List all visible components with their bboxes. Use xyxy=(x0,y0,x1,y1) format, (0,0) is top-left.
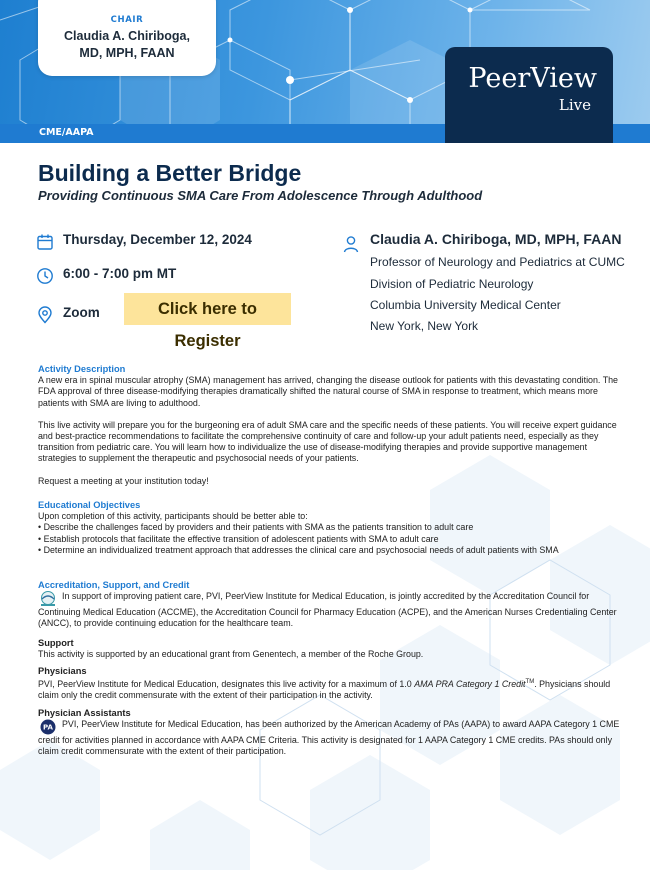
event-location: Zoom xyxy=(63,305,100,320)
accreditation-text: In support of improving patient care, PVI, PeerView Institute for Medical Education, is jointly accredited by the Accreditation Council for Continuing Medical Education (ACCME), the Accreditation Council for Pharmacy Education (ACPE), and the American Nurses Credentialing Center (ANCC), to provide continuing education for the healthcare team. xyxy=(38,591,617,629)
physicians-heading: Physicians xyxy=(38,666,87,677)
register-button[interactable]: Click here to Register xyxy=(124,293,291,325)
chair-card xyxy=(38,0,216,76)
activity-section xyxy=(38,364,620,487)
location-pin-icon xyxy=(36,306,54,324)
logo-sub-text: Live xyxy=(558,96,591,114)
clock-icon xyxy=(36,267,54,285)
objectives-heading: Educational Objectives xyxy=(38,500,141,510)
objective-item: • Establish protocols that facilitate the effective transition of adolescent patients with SMA to adult care xyxy=(38,533,439,544)
activity-heading: Activity Description xyxy=(38,364,126,374)
objective-item: • Describe the challenges faced by providers and their patients with SMA as the patients transition to adult care xyxy=(38,522,474,533)
chair-name-line2: MD, MPH, FAAN xyxy=(79,46,175,60)
faculty-line: Division of Pediatric Neurology xyxy=(370,277,534,291)
logo-main-text: PeerView xyxy=(468,63,597,94)
peerview-live-logo xyxy=(445,47,613,143)
activity-paragraph-2: This live activity will prepare you for the burgeoning era of adult SMA care and the specific needs of these patients. You will receive expert guidance and best-practice recommendations to facilitate the comprehensive continuity of care and follow-up your adult patients need, especially as they transition from pediatric care. You will learn how to individualize the use of disease-modifying therapies and provide supportive management strategies to supplement the therapeutic and psychosocial needs of your patients. xyxy=(38,419,617,464)
objectives-section xyxy=(38,500,620,556)
page-subtitle: Providing Continuous SMA Care From Adolescence Through Adulthood xyxy=(38,188,483,203)
faculty-name: Claudia A. Chiriboga, MD, MPH, FAAN xyxy=(370,231,622,247)
cme-label: CME/AAPA xyxy=(39,127,94,138)
calendar-icon xyxy=(36,233,54,251)
aapa-badge-text: PA xyxy=(43,723,53,732)
physicians-text-b: . Physicians should claim only the credit commensurate with the extent of their participation in the activity. xyxy=(38,679,611,701)
activity-cta-text: Request a meeting at your institution today! xyxy=(38,475,209,486)
physicians-text-a: PVI, PeerView Institute for Medical Education, designates this live activity for a maximum of 1.0 xyxy=(38,679,415,690)
accreditation-heading: Accreditation, Support, and Credit xyxy=(38,580,190,590)
chair-label: CHAIR xyxy=(110,15,144,25)
pa-text: PVI, PeerView Institute for Medical Education, has been authorized by the American Academy of PAs (AAPA) to award AAPA Category 1 CME credit for activities planned in accordance with AAPA CME Criteria. This activity is designated for 1 AAPA Category 1 CME credits. PAs should only claim credit commensurate with the extent of their participation. xyxy=(38,718,620,756)
faculty-line: Professor of Neurology and Pediatrics at CUMC xyxy=(370,255,625,269)
accreditation-section xyxy=(38,580,620,757)
faculty-line: Columbia University Medical Center xyxy=(370,298,561,312)
event-time: 6:00 - 7:00 pm MT xyxy=(63,266,177,281)
objective-item: • Determine an individualized treatment approach that addresses the clinical care and psychosocial needs of adult patients with SMA xyxy=(38,544,559,555)
event-date: Thursday, December 12, 2024 xyxy=(63,232,252,247)
accreditation-paragraph xyxy=(38,591,620,629)
faculty-line: New York, New York xyxy=(370,319,479,333)
page-title: Building a Better Bridge xyxy=(38,160,302,186)
objectives-intro: Upon completion of this activity, participants should be better able to: xyxy=(38,511,308,522)
activity-paragraph-1: A new era in spinal muscular atrophy (SMA) management has arrived, changing the disease outlook for patients with this devastating condition. The FDA approval of three disease-modifying therapies dramatically shifted the natural course of SMA in response to treatment, which means more patients with SMA are living to adulthood. xyxy=(38,375,618,408)
physicians-paragraph xyxy=(38,677,620,701)
joint-accreditation-badge-icon xyxy=(38,591,58,607)
chair-name-line1: Claudia A. Chiriboga, xyxy=(64,29,190,43)
support-heading: Support xyxy=(38,637,74,648)
physicians-credit: AMA PRA Category 1 Credit xyxy=(414,679,526,690)
aapa-badge-icon xyxy=(38,719,58,735)
pa-heading: Physician Assistants xyxy=(38,707,131,718)
pa-paragraph xyxy=(38,719,620,757)
person-icon xyxy=(342,235,360,253)
trademark-mark: TM xyxy=(525,679,535,686)
support-text: This activity is supported by an educational grant from Genentech, a member of the Roche Group. xyxy=(38,648,424,659)
